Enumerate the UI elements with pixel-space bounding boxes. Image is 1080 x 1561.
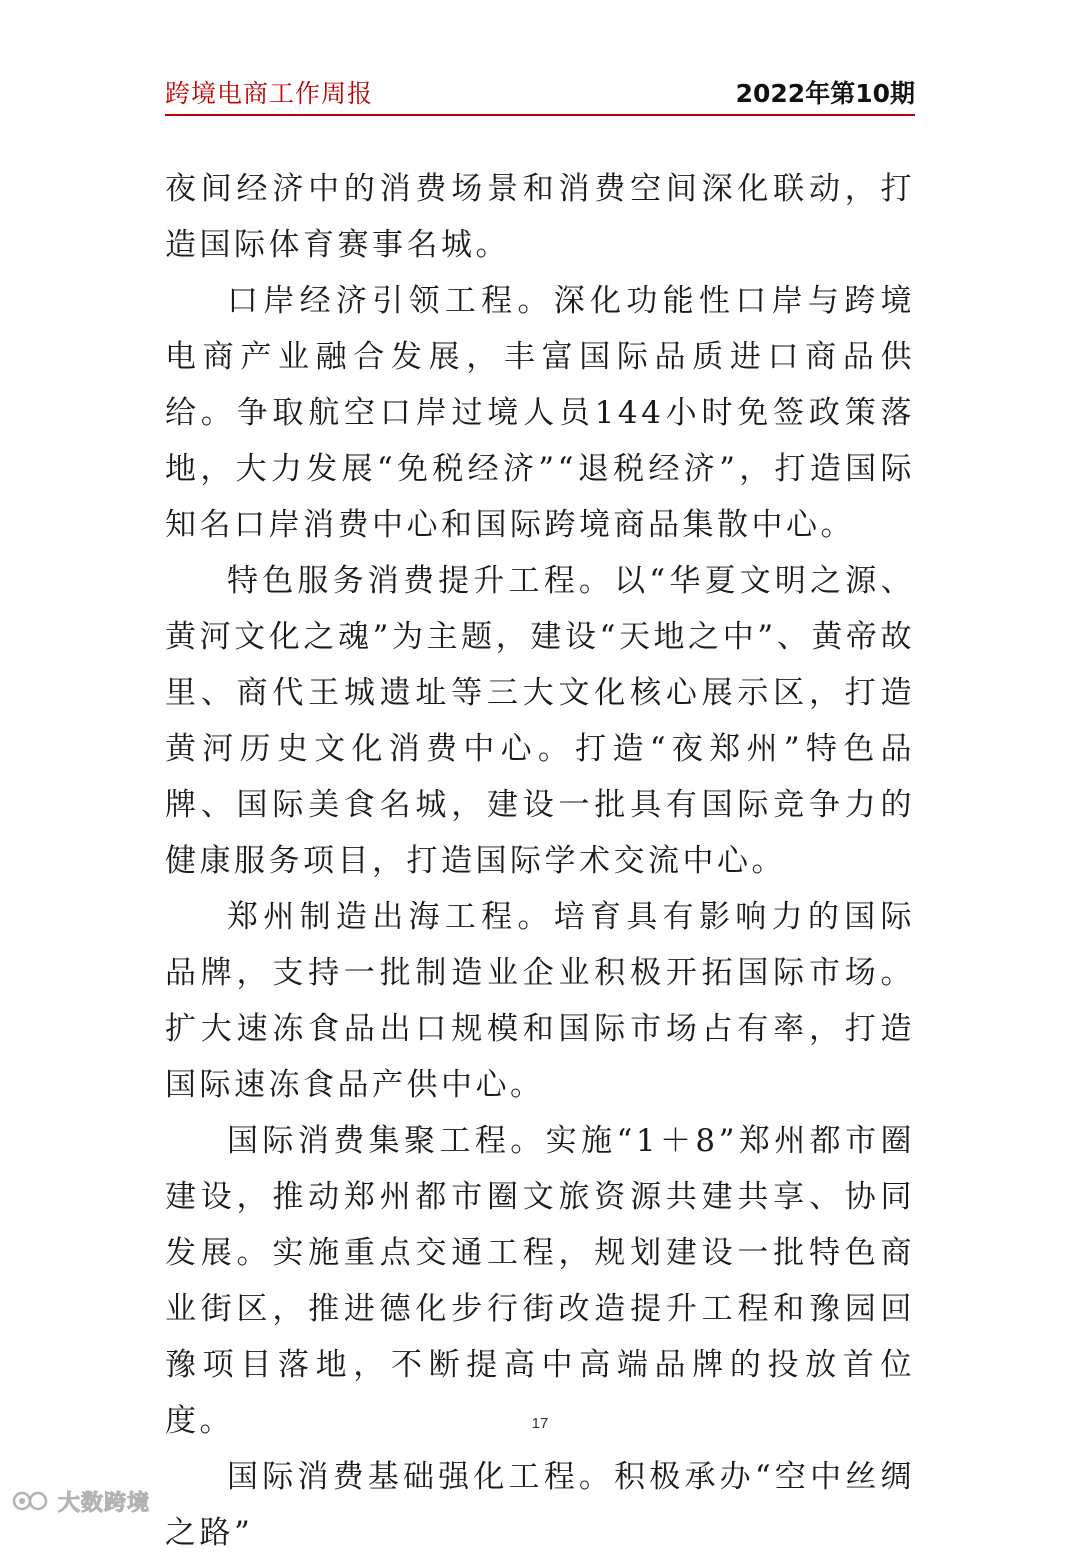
paragraph: 国际消费基础强化工程。积极承办“空中丝绸之路”	[165, 1459, 915, 1551]
paragraph: 郑州制造出海工程。培育具有影响力的国际品牌，支持一批制造业企业积极开拓国际市场。扩大速冻食品出口规模和国际市场占有率，打造国际速冻食品产供中心。	[165, 899, 915, 1103]
dashu-logo-icon	[12, 1488, 52, 1514]
paragraph: 夜间经济中的消费场景和消费空间深化联动，打造国际体育赛事名城。	[165, 171, 915, 263]
page-number: 17	[531, 1415, 549, 1432]
body-text	[165, 161, 915, 1561]
watermark	[12, 1485, 150, 1517]
issue-number: 2022年第10期	[735, 79, 915, 108]
publication-title: 跨境电商工作周报	[165, 79, 374, 108]
paragraph: 口岸经济引领工程。深化功能性口岸与跨境电商产业融合发展，丰富国际品质进口商品供给。争取航空口岸过境人员144小时免签政策落地，大力发展“免税经济”“退税经济”，打造国际知名口岸消费中心和国际跨境商品集散中心。	[165, 283, 915, 543]
paragraph: 国际消费集聚工程。实施“1＋8”郑州都市圈建设，推动郑州都市圈文旅资源共建共享、协同发展。实施重点交通工程，规划建设一批特色商业街区，推进德化步行街改造提升工程和豫园回豫项目落地，不断提高中高端品牌的投放首位度。	[165, 1123, 915, 1439]
paragraph: 特色服务消费提升工程。以“华夏文明之源、黄河文化之魂”为主题，建设“天地之中”、黄帝故里、商代王城遗址等三大文化核心展示区，打造黄河历史文化消费中心。打造“夜郑州”特色品牌、国际美食名城，建设一批具有国际竞争力的健康服务项目，打造国际学术交流中心。	[165, 563, 915, 879]
watermark-text: 大数跨境	[58, 1490, 151, 1516]
page-header	[165, 74, 915, 116]
